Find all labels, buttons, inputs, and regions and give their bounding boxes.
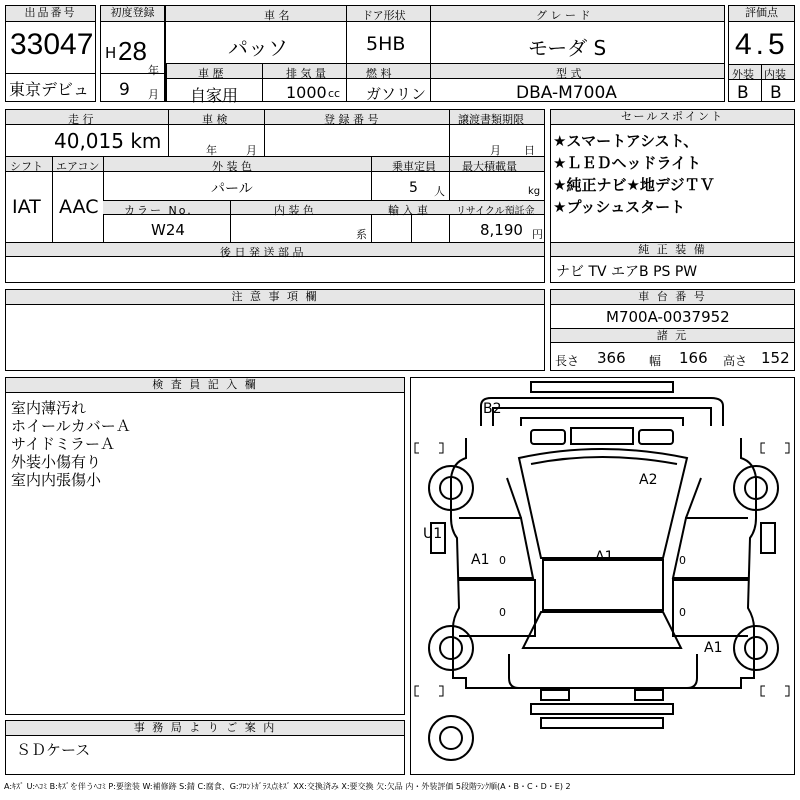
inspector-line-5: 室内内張傷小 [11, 471, 102, 489]
first-reg-label: 初度登録 [101, 6, 164, 22]
mark-a2: A2 [639, 472, 658, 488]
zero-3: 0 [679, 554, 686, 567]
car-name: パッソ [228, 36, 288, 60]
notes-box [5, 289, 545, 371]
legend: A:ｷｽﾞ U:ﾍｺﾐ B:ｷｽﾞを伴うﾍｺﾐ P:要塗装 W:補修跡 S:錆 C:腐食、G:ﾌﾛﾝﾄｶﾞﾗｽ点ｷｽﾞ XX:交換済み X:要交換 欠:欠品 内・外装評価 5段階ﾗﾝｸ順(A・B・C・D・E) 2 [4, 782, 571, 791]
car-outline [411, 378, 794, 774]
exterior-grade: B [737, 83, 749, 103]
mark-b2: B2 [483, 401, 502, 417]
chassis-label: 車 台 番 号 [551, 290, 794, 305]
score-box [728, 5, 795, 102]
vehicle-box [165, 5, 725, 105]
mileage: 40,015 km [54, 129, 162, 153]
lot-number: 33047 [10, 28, 94, 61]
transfer-day-unit: 日 [524, 144, 535, 157]
history-label: 車 歴 [198, 67, 224, 80]
inspection-year-unit: 年 [206, 144, 217, 157]
reg-no-label: 登 録 番 号 [324, 113, 379, 126]
interior-grade: B [770, 83, 782, 103]
first-registration-box [100, 5, 165, 102]
notes-label: 注 意 事 項 欄 [6, 290, 544, 305]
load-label: 最大積載量 [462, 160, 517, 173]
chassis-number: M700A-0037952 [606, 308, 730, 326]
sales-point-1: ★スマートアシスト、 [553, 132, 699, 150]
office-box [5, 720, 405, 775]
fuel: ガソリン [366, 85, 427, 103]
era: H [105, 44, 117, 62]
inspector-line-1: 室内薄汚れ [11, 399, 87, 417]
ext-color-label: 外 装 色 [212, 160, 252, 173]
score-label: 評価点 [729, 6, 794, 22]
mark-a1-left: A1 [471, 552, 490, 568]
zero-4: 0 [679, 606, 686, 619]
later-parts-label: 後 日 発 送 部 品 [220, 246, 304, 259]
car-name-label: 車 名 [264, 9, 290, 22]
shift-label: シフト [10, 160, 43, 173]
inspector-box [5, 377, 405, 715]
reg-year: 28 [118, 36, 147, 66]
transfer-month-unit: 月 [490, 144, 501, 157]
height: 152 [761, 349, 790, 367]
door-type: 5HB [366, 33, 406, 55]
sales-points-box [550, 109, 795, 283]
mark-a1-center: A1 [595, 549, 614, 565]
zero-2: 0 [499, 606, 506, 619]
lot-box [5, 5, 96, 102]
capacity: 5 [409, 180, 418, 196]
load-unit: kg [528, 186, 541, 197]
transfer-label: 譲渡書類期限 [458, 113, 524, 126]
length-label: 長さ [555, 354, 580, 368]
office-label: 事 務 局 よ り ご 案 内 [6, 721, 404, 736]
spec-label: 諸 元 [551, 329, 794, 343]
aircon: AAC [59, 196, 99, 218]
grade-label: グ レ ー ド [536, 9, 591, 22]
color-no-label: カラー No. [124, 204, 193, 217]
shift: IAT [12, 196, 41, 218]
zero-1: 0 [499, 554, 506, 567]
inspection-label: 車 検 [202, 113, 228, 126]
year-unit: 年 [148, 64, 159, 77]
length: 366 [597, 349, 626, 367]
ext-color: パール [211, 181, 253, 197]
exterior-label: 外装 [732, 68, 754, 81]
office-text: ＳＤケース [16, 741, 91, 759]
equip-label: 純 正 装 備 [551, 243, 794, 257]
sales-label: セールスポイント [551, 110, 794, 125]
displacement: 1000 [286, 83, 327, 102]
reg-month: 9 [119, 80, 130, 100]
fuel-label: 燃 料 [366, 67, 392, 80]
import-label: 輸 入 車 [388, 204, 428, 217]
model-label: 型 式 [556, 67, 582, 80]
height-label: 高さ [723, 354, 748, 368]
width: 166 [679, 349, 708, 367]
sales-point-4: ★プッシュスタート [553, 198, 686, 216]
displacement-unit: cc [328, 87, 341, 100]
model: DBA-M700A [516, 83, 617, 103]
month-unit: 月 [148, 88, 159, 101]
capacity-label: 乗車定員 [392, 160, 436, 173]
displacement-label: 排 気 量 [286, 67, 326, 80]
debut-label: 東京デビュ [9, 80, 90, 99]
int-color-unit: 系 [356, 228, 367, 241]
recycle: 8,190 [480, 221, 523, 239]
inspector-line-2: ホイールカバーＡ [11, 417, 131, 435]
equipment: ナビ TV エアB PS PW [556, 264, 698, 280]
color-no: W24 [151, 221, 185, 239]
sales-point-3: ★純正ナビ★地デジＴＶ [553, 176, 715, 194]
door-label: ドア形状 [362, 9, 406, 22]
inspection-month-unit: 月 [246, 144, 257, 157]
score: 4.5 [735, 28, 789, 61]
mileage-label: 走 行 [68, 113, 94, 126]
lot-label: 出品番号 [6, 6, 95, 22]
inspector-line-3: サイドミラーＡ [11, 435, 115, 453]
inspector-line-4: 外装小傷有り [11, 453, 102, 471]
damage-diagram [410, 377, 795, 775]
interior-label: 内装 [764, 68, 786, 81]
chassis-box [550, 289, 795, 371]
grade: モーダ S [528, 36, 607, 60]
detail-box [5, 109, 545, 283]
sales-point-2: ★ＬＥＤヘッドライト [553, 154, 701, 172]
capacity-unit: 人 [434, 185, 445, 198]
mark-u1: U1 [423, 526, 443, 542]
int-color-label: 内 装 色 [274, 204, 314, 217]
width-label: 幅 [649, 354, 662, 368]
recycle-unit: 円 [532, 228, 543, 241]
mark-a1-right: A1 [704, 640, 723, 656]
aircon-label: エアコン [56, 160, 100, 173]
recycle-label: リサイクル預託金 [456, 206, 535, 217]
history: 自家用 [190, 86, 239, 105]
inspector-label: 検 査 員 記 入 欄 [6, 378, 404, 393]
